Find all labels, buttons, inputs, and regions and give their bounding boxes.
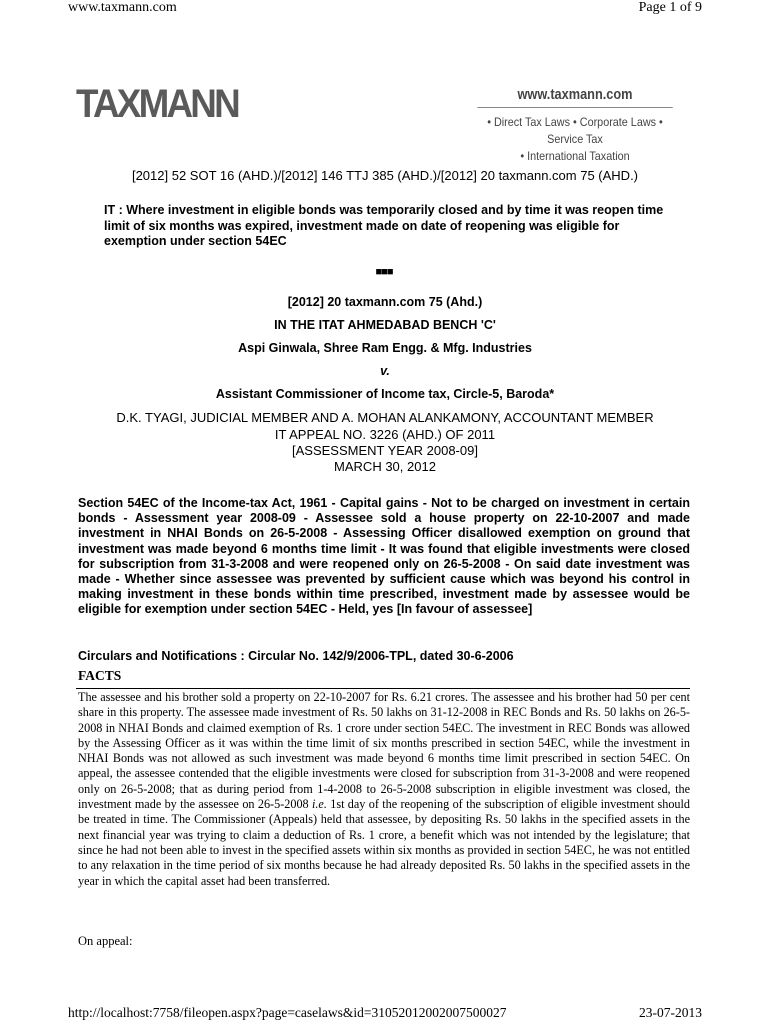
appeal-number: IT APPEAL NO. 3226 (AHD.) OF 2011 (274, 427, 496, 442)
citation: [2012] 52 SOT 16 (AHD.)/[2012] 146 TTJ 385 (AHD.)/[2012] 20 taxmann.com 75 (AHD.) (131, 168, 639, 183)
brand-site: www.taxmann.com (477, 86, 673, 108)
bench-members: D.K. TYAGI, JUDICIAL MEMBER AND A. MOHAN ALANKAMONY, ACCOUNTANT MEMBER (116, 410, 654, 425)
facts-text-2: 1st day of the reopening of the subscription of eligible investment should be treated in time. The Commissioner (Appeals) held that assessee, by depositing Rs. 50 lakhs in the specified assets in the next financial year was trying to claim a deduction of Rs. 1 crore, a benefit which was not intended by the legislature; that since he had not been able to invest in the specified assets within six months as provided in section 54EC, he was not entitled to any relaxation in the time period of six months because he had already deposited Rs. 50 lakhs in the specified assets in the year in which the capital asset had been transferred. (78, 797, 690, 888)
court-name: IN THE ITAT AHMEDABAD BENCH 'C' (274, 318, 496, 332)
respondent: Assistant Commissioner of Income tax, Circle-5, Baroda* (215, 387, 555, 401)
circulars-line: Circulars and Notifications : Circular No. 142/9/2006-TPL, dated 30-6-2006 (78, 649, 514, 663)
brand-tagline-1: • Direct Tax Laws • Corporate Laws • Service Tax (487, 115, 663, 146)
appellant: Aspi Ginwala, Shree Ram Engg. & Mfg. Industries (238, 341, 532, 355)
brand-box (460, 86, 690, 165)
page-number: Page 1 of 9 (638, 0, 702, 15)
facts-heading: FACTS (78, 668, 122, 683)
taxmann-logo: TAXMANN (76, 82, 238, 126)
header-site-link[interactable]: www.taxmann.com (68, 0, 177, 15)
judgment-date: MARCH 30, 2012 (334, 459, 436, 474)
versus: v. (380, 364, 390, 378)
brand-tagline-2: • International Taxation (520, 149, 630, 163)
separator: ■■■ (375, 266, 393, 278)
assessment-year: [ASSESSMENT YEAR 2008-09] (292, 443, 478, 458)
footer-url[interactable]: http://localhost:7758/fileopen.aspx?page=caselaws&id=31052012002007500027 (68, 1005, 507, 1020)
facts-divider (76, 688, 690, 689)
facts-italic: i.e. (311, 797, 327, 812)
case-summary: Section 54EC of the Income-tax Act, 1961 - Capital gains - Not to be charged on investment in certain bonds - Assessment year 2008-09 - Assessee sold a house property on 22-10-2007 and made investment in NHAI Bonds on 26-5-2008 - Assessing Officer disallowed exemption on ground that investment was made beyond 6 months time limit - It was found that eligible investments were closed for subscription from 31-3-2008 and were reopened only on 26-5-2008 - On said date investment was made - Whether since assessee was prevented by sufficient cause which was beyond his control in making investment in these bonds within time prescribed, investment made by assessee would be eligible for exemption under section 54EC - Held, yes [In favour of assessee] (78, 496, 690, 617)
facts-text-1: The assessee and his brother sold a property on 22-10-2007 for Rs. 6.21 crores. The assessee and his brother had 50 per cent share in this property. The assessee made investment of Rs. 50 lakhs on 31-12-2008 in REC Bonds and Rs. 50 lakhs on 26-5-2008 in NHAI Bonds and claimed exemption of Rs. 1 crore under section 54EC. The investment in REC Bonds was allowed by the Assessing Officer as it was within the time limit of six months prescribed in section 54EC, while the investment in NHAI Bonds was not allowed as such investment was made beyond 6 months time limit prescribed in section 54EC. On appeal, the assessee contended that the eligible investments were closed for subscription from 31-3-2008 and were reopened only on 26-5-2008; that as during period from 1-4-2008 to 26-5-2008 subscription in eligible investment was closed, the investment made by the assessee on 26-5-2008 (78, 690, 690, 812)
case-cite: [2012] 20 taxmann.com 75 (Ahd.) (287, 295, 483, 309)
footer-date: 23-07-2013 (639, 1005, 702, 1020)
headnote: IT : Where investment in eligible bonds was temporarily closed and by time it was reopen time limit of six months was expired, investment made on date of reopening was eligible for exemption under section 54EC (104, 203, 664, 248)
on-appeal-text: On appeal: (78, 934, 133, 948)
facts-paragraph (78, 690, 690, 889)
